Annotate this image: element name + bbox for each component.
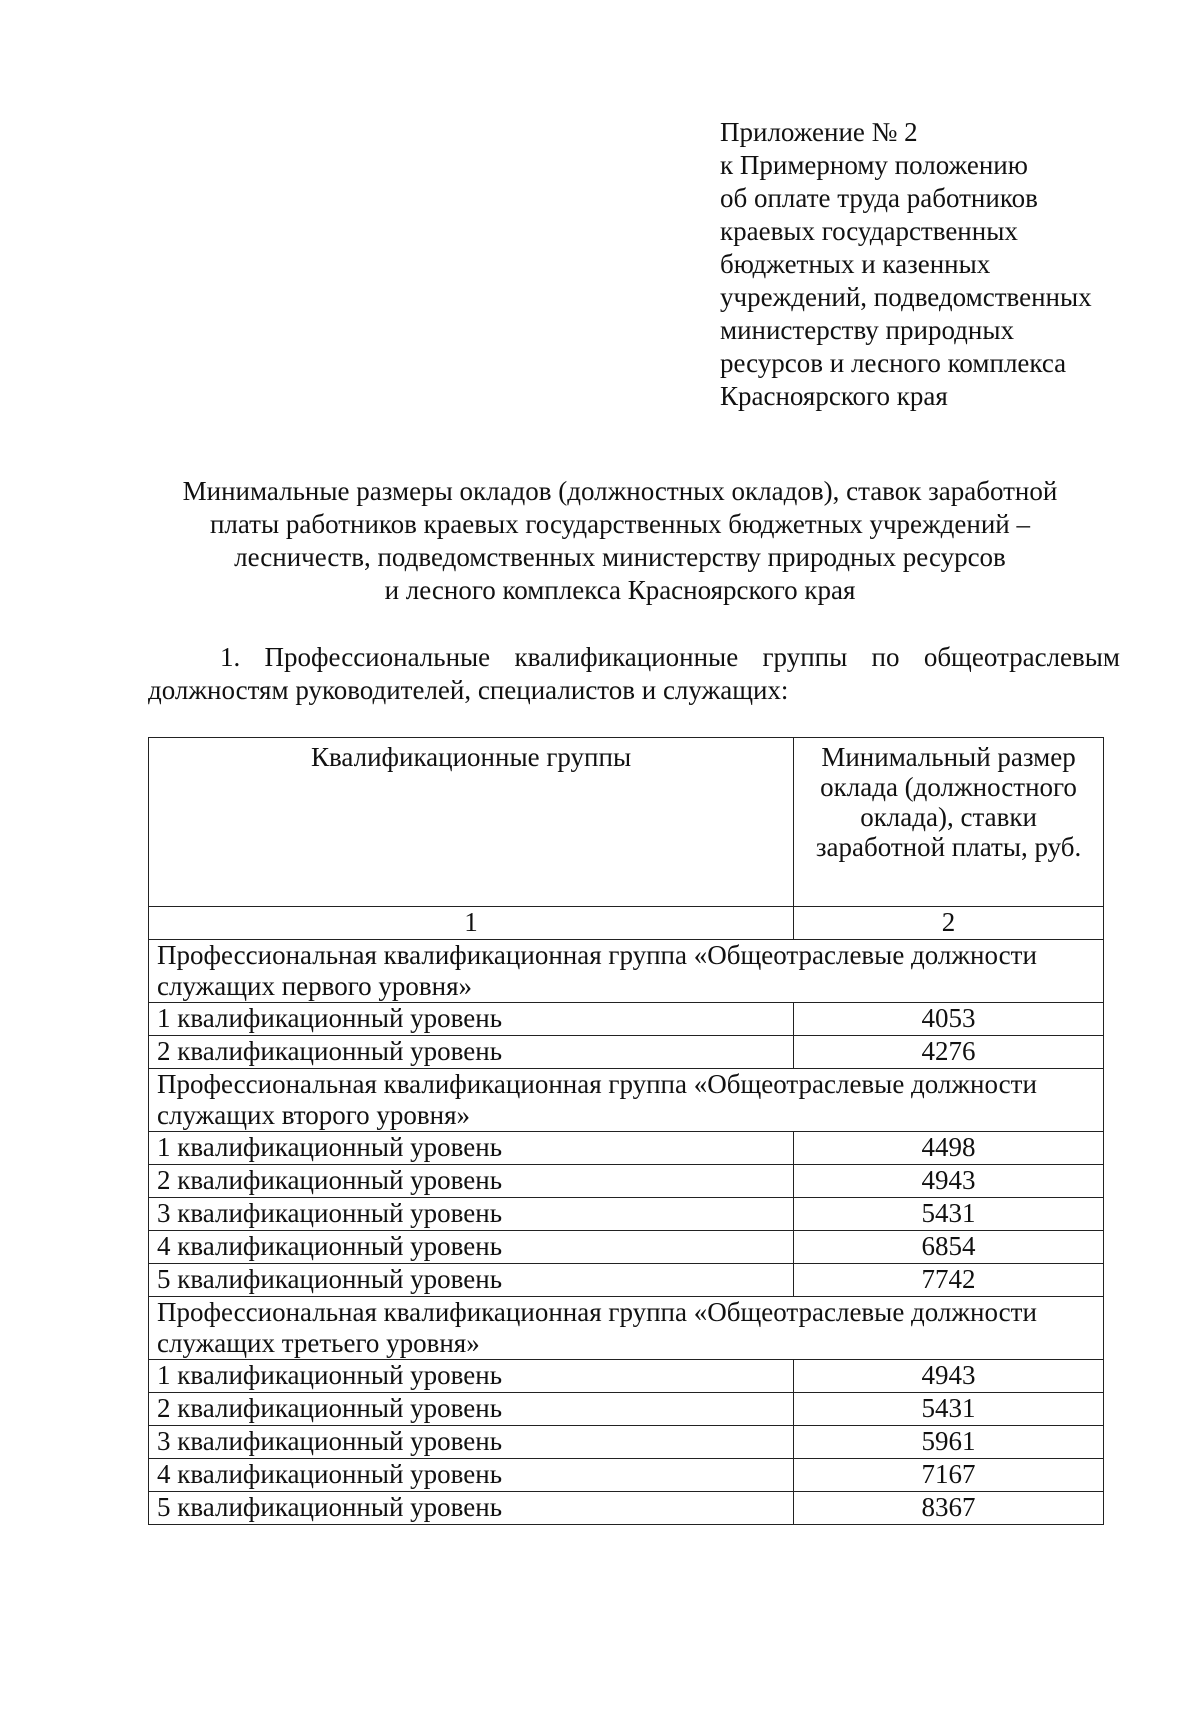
level-salary-value: 6854 [794, 1231, 1104, 1264]
level-label: 4 квалификационный уровень [149, 1231, 794, 1264]
level-salary-value: 7742 [794, 1264, 1104, 1297]
title-line: платы работников краевых государственных бюджетных учреждений – [209, 509, 1031, 539]
appendix-line: Красноярского края [720, 381, 948, 411]
level-label: 3 квалификационный уровень [149, 1426, 794, 1459]
title-line: Минимальные размеры окладов (должностных окладов), ставок заработной [182, 476, 1058, 506]
group-row [149, 1297, 1104, 1360]
column-number-2: 2 [794, 907, 1104, 940]
appendix-line: бюджетных и казенных [720, 249, 991, 279]
level-salary-value: 8367 [794, 1492, 1104, 1525]
level-salary-value: 4943 [794, 1360, 1104, 1393]
appendix-block [720, 116, 1092, 413]
level-label: 1 квалификационный уровень [149, 1360, 794, 1393]
group-title: Профессиональная квалификационная группа «Общеотраслевые должности служащих второго уровня» [149, 1069, 1104, 1132]
level-row [149, 1264, 1104, 1297]
level-salary-value: 5431 [794, 1198, 1104, 1231]
level-row [149, 1036, 1104, 1069]
level-label: 3 квалификационный уровень [149, 1198, 794, 1231]
appendix-line: учреждений, подведомственных [720, 282, 1092, 312]
header-qualification-groups: Квалификационные группы [149, 738, 794, 907]
section-heading-line-2: должностям руководителей, специалистов и служащих: [148, 675, 789, 705]
group-row [149, 940, 1104, 1003]
appendix-line: ресурсов и лесного комплекса [720, 348, 1067, 378]
level-salary-value: 4053 [794, 1003, 1104, 1036]
group-title: Профессиональная квалификационная группа «Общеотраслевые должности служащих третьего уровня» [149, 1297, 1104, 1360]
section-heading [148, 641, 1120, 707]
level-label: 5 квалификационный уровень [149, 1264, 794, 1297]
group-row [149, 1069, 1104, 1132]
level-row [149, 1198, 1104, 1231]
level-row [149, 1231, 1104, 1264]
appendix-line: краевых государственных [720, 216, 1018, 246]
level-row [149, 1132, 1104, 1165]
column-number-1: 1 [149, 907, 794, 940]
level-label: 2 квалификационный уровень [149, 1165, 794, 1198]
header-minimum-salary: Минимальный размер оклада (должностного оклада), ставки заработной платы, руб. [794, 738, 1104, 907]
appendix-line: министерству природных [720, 315, 1015, 345]
level-row [149, 1426, 1104, 1459]
appendix-line: Приложение № 2 [720, 117, 918, 147]
document-title [140, 475, 1100, 607]
level-salary-value: 4498 [794, 1132, 1104, 1165]
salary-table-body [149, 738, 1104, 1525]
level-row [149, 1360, 1104, 1393]
appendix-line: к Примерному положению [720, 150, 1028, 180]
level-label: 2 квалификационный уровень [149, 1036, 794, 1069]
salary-table [148, 737, 1104, 1525]
level-label: 1 квалификационный уровень [149, 1132, 794, 1165]
level-row [149, 1459, 1104, 1492]
section-heading-line-1: 1. Профессиональные квалификационные группы по общеотраслевым [220, 642, 1120, 672]
level-salary-value: 5431 [794, 1393, 1104, 1426]
level-salary-value: 7167 [794, 1459, 1104, 1492]
level-label: 5 квалификационный уровень [149, 1492, 794, 1525]
level-row [149, 1165, 1104, 1198]
level-row [149, 1492, 1104, 1525]
level-salary-value: 5961 [794, 1426, 1104, 1459]
appendix-line: об оплате труда работников [720, 183, 1038, 213]
title-line: лесничеств, подведомственных министерству природных ресурсов [234, 542, 1006, 572]
level-salary-value: 4943 [794, 1165, 1104, 1198]
level-label: 1 квалификационный уровень [149, 1003, 794, 1036]
column-number-row [149, 907, 1104, 940]
level-label: 4 квалификационный уровень [149, 1459, 794, 1492]
title-line: и лесного комплекса Красноярского края [384, 575, 856, 605]
level-label: 2 квалификационный уровень [149, 1393, 794, 1426]
group-title: Профессиональная квалификационная группа «Общеотраслевые должности служащих первого уровня» [149, 940, 1104, 1003]
table-header-row [149, 738, 1104, 907]
level-row [149, 1003, 1104, 1036]
level-salary-value: 4276 [794, 1036, 1104, 1069]
level-row [149, 1393, 1104, 1426]
